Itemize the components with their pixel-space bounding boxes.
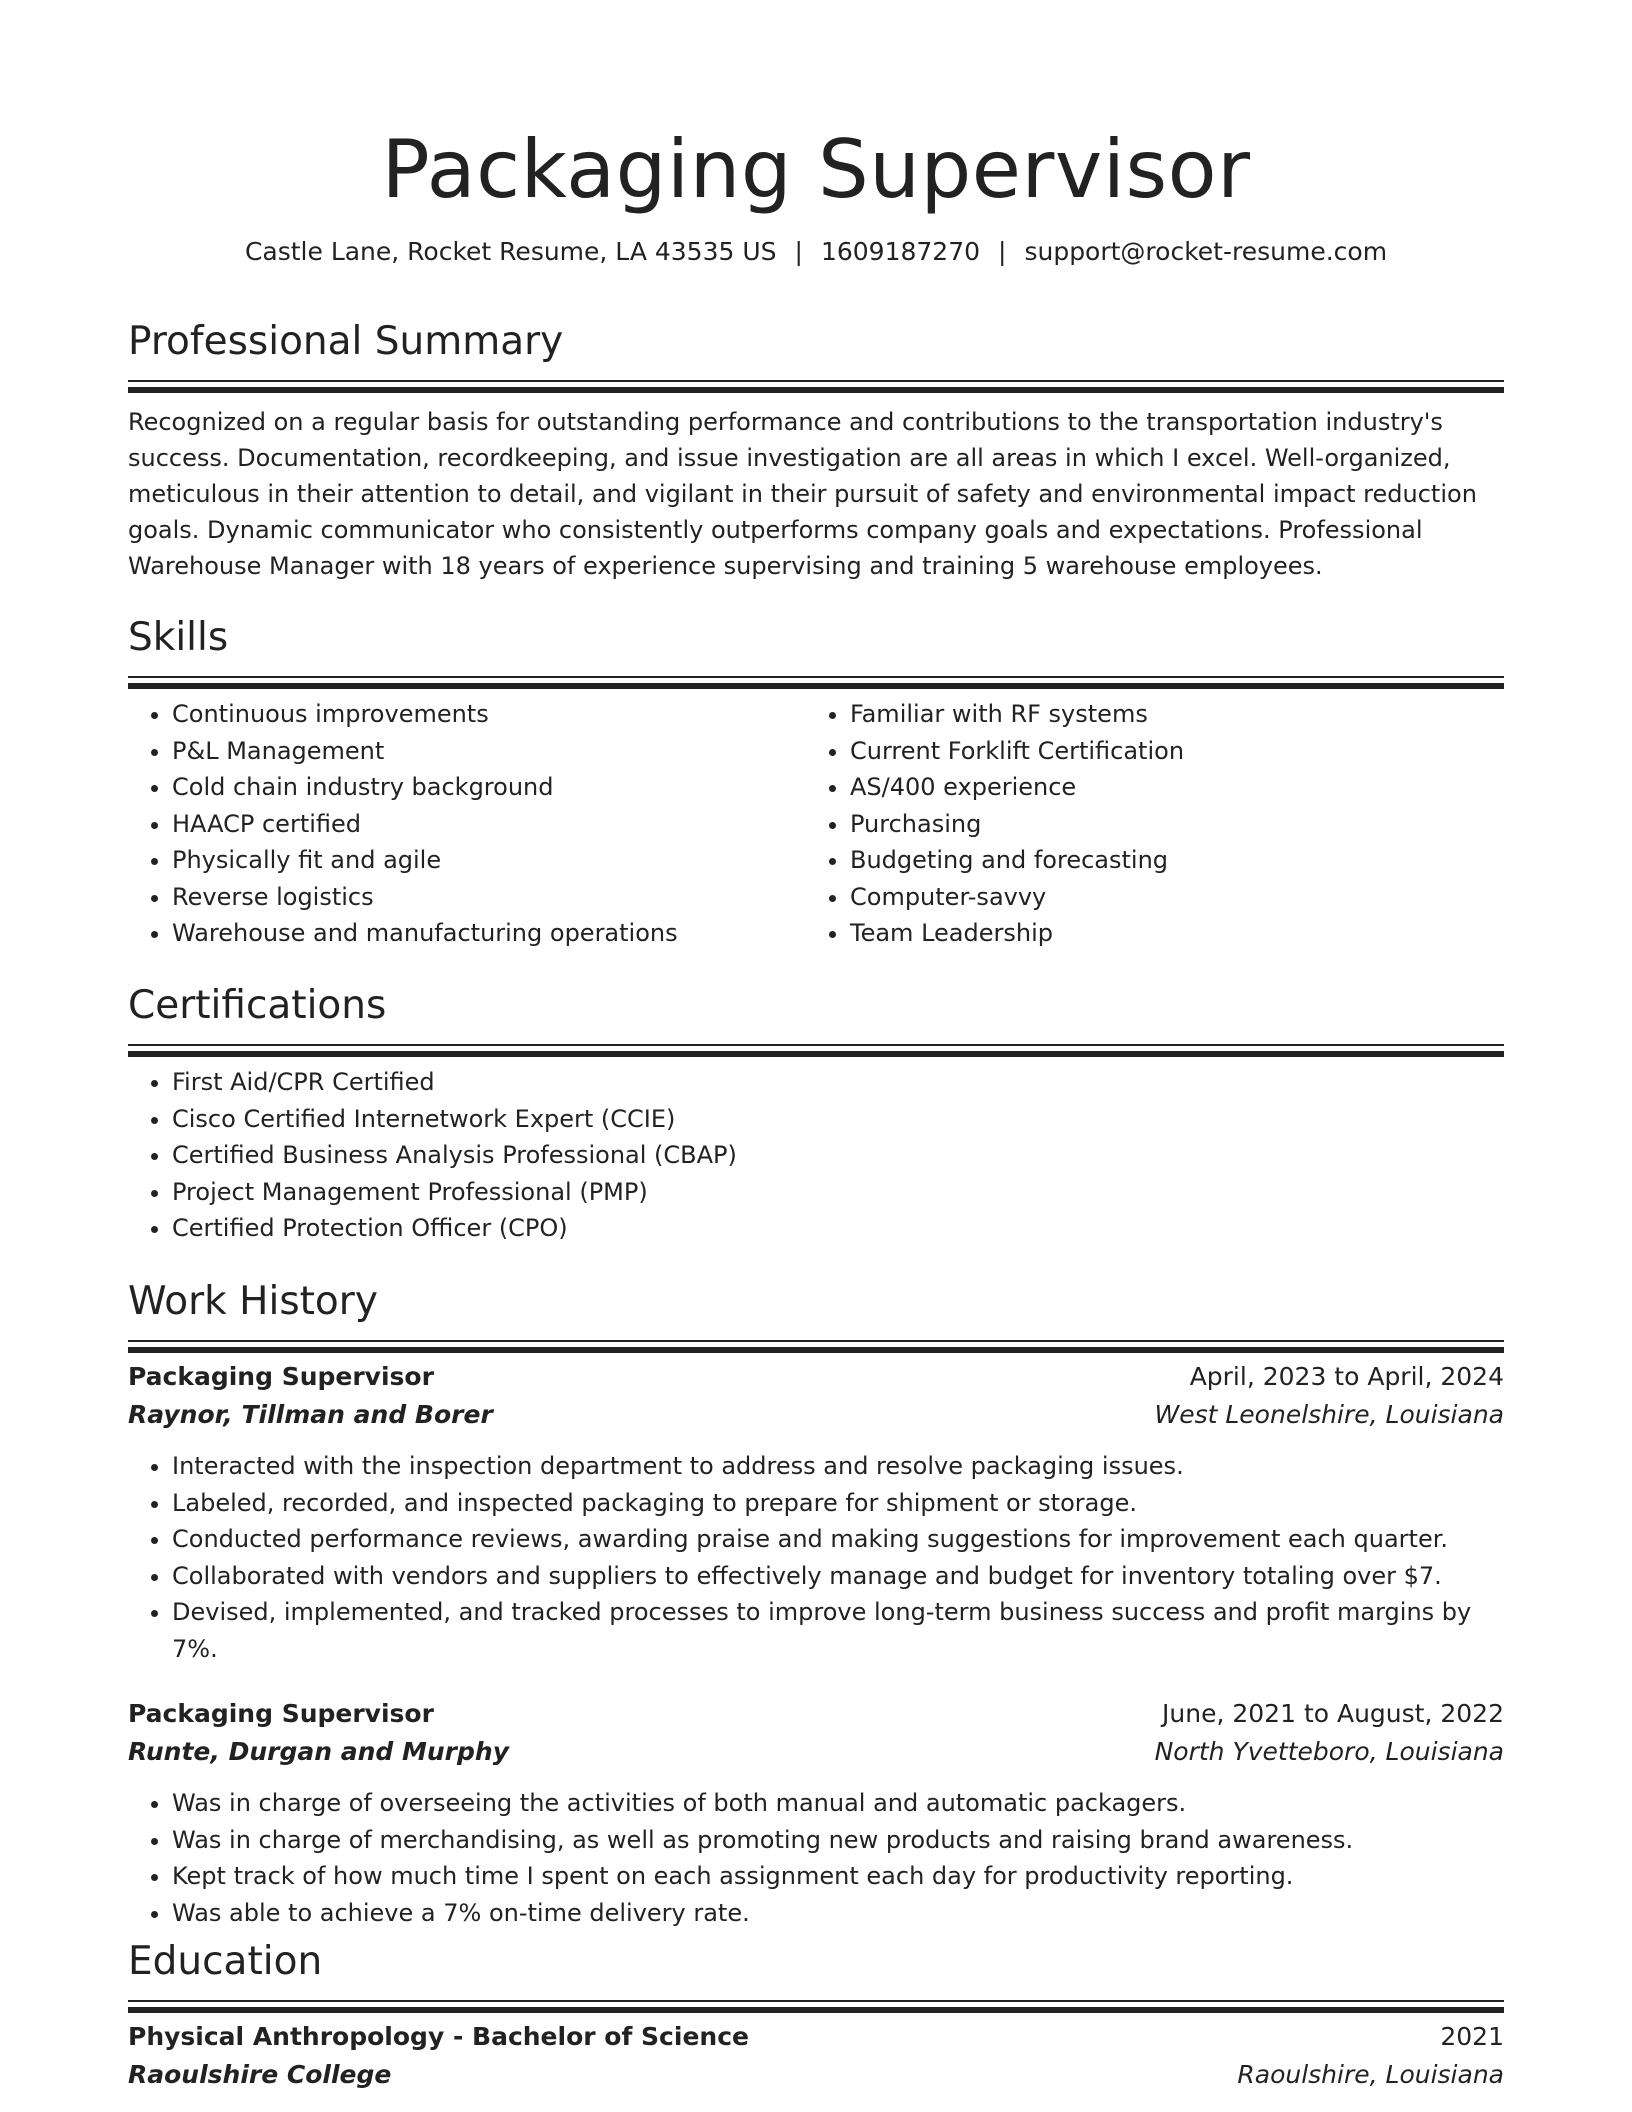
skill-item: • Budgeting and forecasting — [850, 842, 1484, 879]
certification-item: • Project Management Professional (PMP) — [172, 1174, 1504, 1211]
education-degree: Physical Anthropology - Bachelor of Science — [128, 2022, 749, 2051]
job-title: Packaging Supervisor — [128, 1362, 434, 1391]
education-section — [128, 1938, 1504, 2094]
job-bullet: • Conducted performance reviews, awarding praise and making suggestions for improvement each quarter. — [172, 1521, 1504, 1558]
job-bullet: • Devised, implemented, and tracked processes to improve long-term business success and profit margins by 7%. — [172, 1594, 1504, 1667]
skill-item: • Reverse logistics — [172, 879, 806, 916]
section-title-work-history: Work History — [128, 1279, 378, 1324]
section-title-certifications: Certifications — [128, 983, 387, 1028]
job-location: North Yvetteboro, Louisiana — [1154, 1737, 1504, 1766]
job-dates: June, 2021 to August, 2022 — [1162, 1699, 1504, 1728]
skill-item: • AS/400 experience — [850, 769, 1484, 806]
section-title-summary: Professional Summary — [128, 319, 564, 364]
job-location: West Leonelshire, Louisiana — [1154, 1400, 1504, 1429]
job-title: Packaging Supervisor — [128, 1699, 434, 1728]
certification-item: • Cisco Certified Internetwork Expert (CCIE) — [172, 1101, 1504, 1138]
contact-line — [128, 236, 1504, 268]
job-entry — [128, 1358, 1504, 1667]
skill-item: • Team Leadership — [850, 915, 1484, 952]
skills-column-left — [128, 696, 806, 952]
contact-address: Castle Lane, Rocket Resume, LA 43535 US — [244, 237, 777, 266]
skill-item: • Purchasing — [850, 806, 1484, 843]
skill-item: • P&L Management — [172, 733, 806, 770]
skill-item: • Warehouse and manufacturing operations — [172, 915, 806, 952]
certifications-section — [128, 982, 1504, 1247]
skills-section — [128, 614, 1504, 952]
job-bullet: • Collaborated with vendors and suppliers to effectively manage and budget for inventory totaling over $7. — [172, 1558, 1504, 1595]
job-dates: April, 2023 to April, 2024 — [1189, 1362, 1504, 1391]
section-title-education: Education — [128, 1939, 323, 1984]
contact-phone: 1609187270 — [820, 237, 981, 266]
education-location: Raoulshire, Louisiana — [1237, 2060, 1504, 2089]
skills-column-right — [806, 696, 1484, 952]
certification-item: • Certified Business Analysis Professional (CBAP) — [172, 1137, 1504, 1174]
certification-item: • First Aid/CPR Certified — [172, 1064, 1504, 1101]
skill-item: • Current Forklift Certification — [850, 733, 1484, 770]
resume-name: Packaging Supervisor — [381, 123, 1251, 216]
section-divider — [128, 676, 1504, 678]
contact-separator: | — [794, 237, 803, 266]
contact-email: support@rocket-resume.com — [1024, 237, 1388, 266]
contact-separator: | — [998, 237, 1007, 266]
skill-item: • Physically fit and agile — [172, 842, 806, 879]
resume-page — [128, 0, 1504, 2089]
section-divider — [128, 380, 1504, 382]
job-bullet: • Labeled, recorded, and inspected packaging to prepare for shipment or storage. — [172, 1485, 1504, 1522]
education-entry — [128, 2018, 1504, 2094]
job-bullet: • Interacted with the inspection department to address and resolve packaging issues. — [172, 1448, 1504, 1485]
section-divider — [128, 2000, 1504, 2002]
skill-item: • Continuous improvements — [172, 696, 806, 733]
job-company: Runte, Durgan and Murphy — [128, 1737, 509, 1766]
job-entry — [128, 1695, 1504, 1931]
certification-item: • Certified Protection Officer (CPO) — [172, 1210, 1504, 1247]
summary-text: Recognized on a regular basis for outstanding performance and contributions to the transportation industry's success. Documentation, recordkeeping, and issue investigation are all areas in which I excel. Well-organized, meticulous in their attention to detail, and vigilant in their pursuit of safety and environmental impact reduction goals. Dynamic communicator who consistently outperforms company goals and expectations. Professional Warehouse Manager with 18 years of experience supervising and training 5 warehouse employees. — [128, 408, 1477, 580]
section-title-skills: Skills — [128, 615, 229, 660]
education-school: Raoulshire College — [128, 2060, 392, 2089]
skill-item: • Cold chain industry background — [172, 769, 806, 806]
skill-item: • Computer-savvy — [850, 879, 1484, 916]
summary-section — [128, 318, 1504, 584]
job-bullet: • Kept track of how much time I spent on each assignment each day for productivity reporting. — [172, 1858, 1504, 1895]
job-bullet: • Was in charge of overseeing the activities of both manual and automatic packagers. — [172, 1785, 1504, 1822]
skill-item: • Familiar with RF systems — [850, 696, 1484, 733]
skill-item: • HAACP certified — [172, 806, 806, 843]
job-bullet: • Was able to achieve a 7% on-time delivery rate. — [172, 1895, 1504, 1932]
education-year: 2021 — [1440, 2022, 1504, 2051]
section-divider — [128, 1340, 1504, 1342]
section-divider — [128, 1044, 1504, 1046]
job-bullet: • Was in charge of merchandising, as well as promoting new products and raising brand awareness. — [172, 1822, 1504, 1859]
work-history-section — [128, 1278, 1504, 1931]
job-company: Raynor, Tillman and Borer — [128, 1400, 493, 1429]
